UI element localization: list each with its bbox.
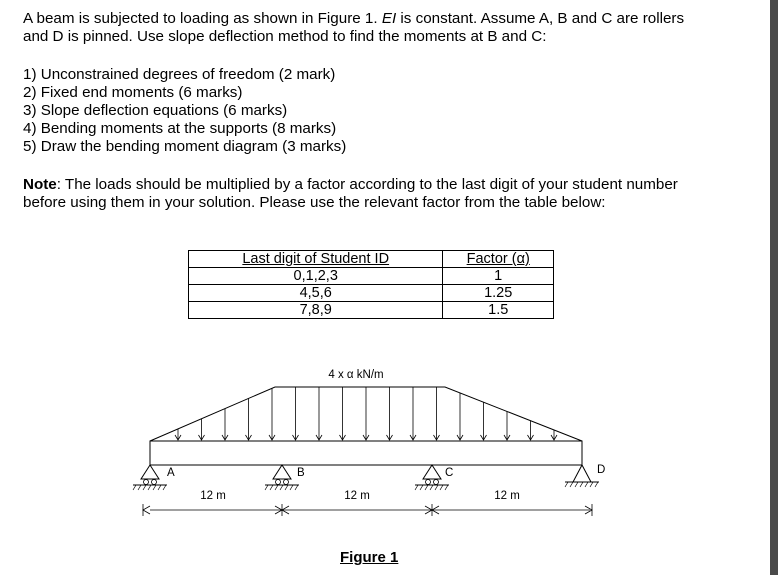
task-item: 5) Draw the bending moment diagram (3 marks)	[23, 138, 347, 155]
task-list	[23, 66, 346, 156]
span-bc: 12 m	[344, 490, 370, 502]
load-arrows	[175, 387, 557, 440]
label-c: C	[445, 467, 454, 479]
task-item: 4) Bending moments at the supports (8 marks)	[23, 120, 337, 137]
table-row	[189, 268, 554, 285]
task-item: 2) Fixed end moments (6 marks)	[23, 84, 243, 101]
note-label: Note	[23, 176, 57, 193]
intro-text-3: and D is pinned. Use slope deflection method to find the moments at B and C:	[23, 28, 547, 45]
support-c	[415, 465, 453, 490]
task-item: 3) Slope deflection equations (6 marks)	[23, 102, 288, 119]
header-factor: Factor (α)	[443, 251, 554, 268]
ei-symbol: EI	[381, 10, 397, 27]
label-d: D	[597, 464, 606, 476]
cell-digits: 0,1,2,3	[189, 268, 443, 285]
intro-text-2: is constant. Assume A, B and C are rollers	[400, 10, 685, 27]
beam-figure	[0, 355, 778, 545]
note-text: : The loads should be multiplied by a factor according to the last digit of your student number	[56, 176, 678, 193]
label-a: A	[167, 467, 175, 479]
cell-factor: 1.5	[443, 302, 554, 319]
load-label: 4 x α kN/m	[328, 369, 384, 381]
support-a	[133, 465, 175, 490]
support-b	[265, 465, 305, 490]
cell-factor: 1.25	[443, 285, 554, 302]
cell-digits: 4,5,6	[189, 285, 443, 302]
beam-body	[150, 441, 582, 465]
table-row	[189, 285, 554, 302]
figure-caption: Figure 1	[340, 549, 399, 566]
table-row	[189, 302, 554, 319]
problem-intro	[23, 10, 684, 46]
label-b: B	[297, 467, 305, 479]
factor-table	[188, 250, 554, 319]
support-d	[565, 464, 605, 487]
task-item: 1) Unconstrained degrees of freedom (2 mark)	[23, 66, 336, 83]
header-student-id: Last digit of Student ID	[189, 251, 443, 268]
dimension-line	[143, 504, 592, 516]
intro-text: A beam is subjected to loading as shown in Figure 1.	[23, 10, 378, 27]
span-cd: 12 m	[494, 490, 520, 502]
cell-digits: 7,8,9	[189, 302, 443, 319]
cell-factor: 1	[443, 268, 554, 285]
note-paragraph	[23, 176, 678, 212]
span-ab: 12 m	[200, 490, 226, 502]
table-header-row	[189, 251, 554, 268]
note-text-2: before using them in your solution. Please use the relevant factor from the table below:	[23, 194, 606, 211]
